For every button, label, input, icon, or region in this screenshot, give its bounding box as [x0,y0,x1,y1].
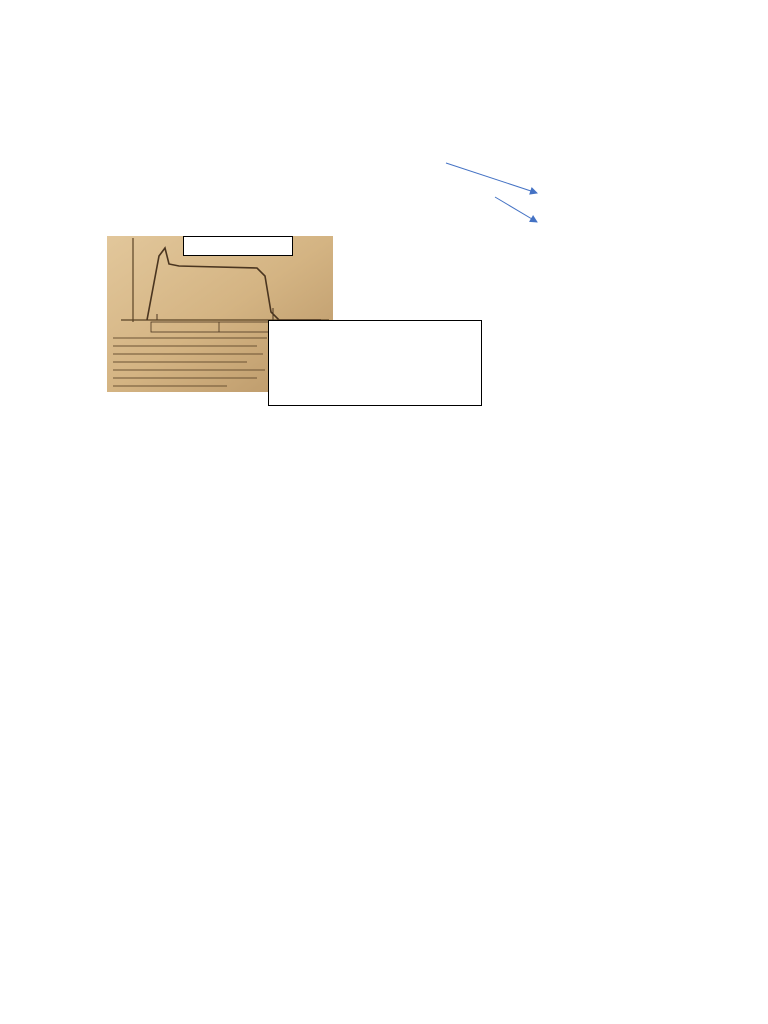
chest-auscultation-photo [487,731,707,884]
agglutination-legend [527,252,768,324]
blood-group-panel [536,115,768,275]
arrow-to-row-4 [495,197,537,222]
arrow-to-row-3 [446,163,537,193]
